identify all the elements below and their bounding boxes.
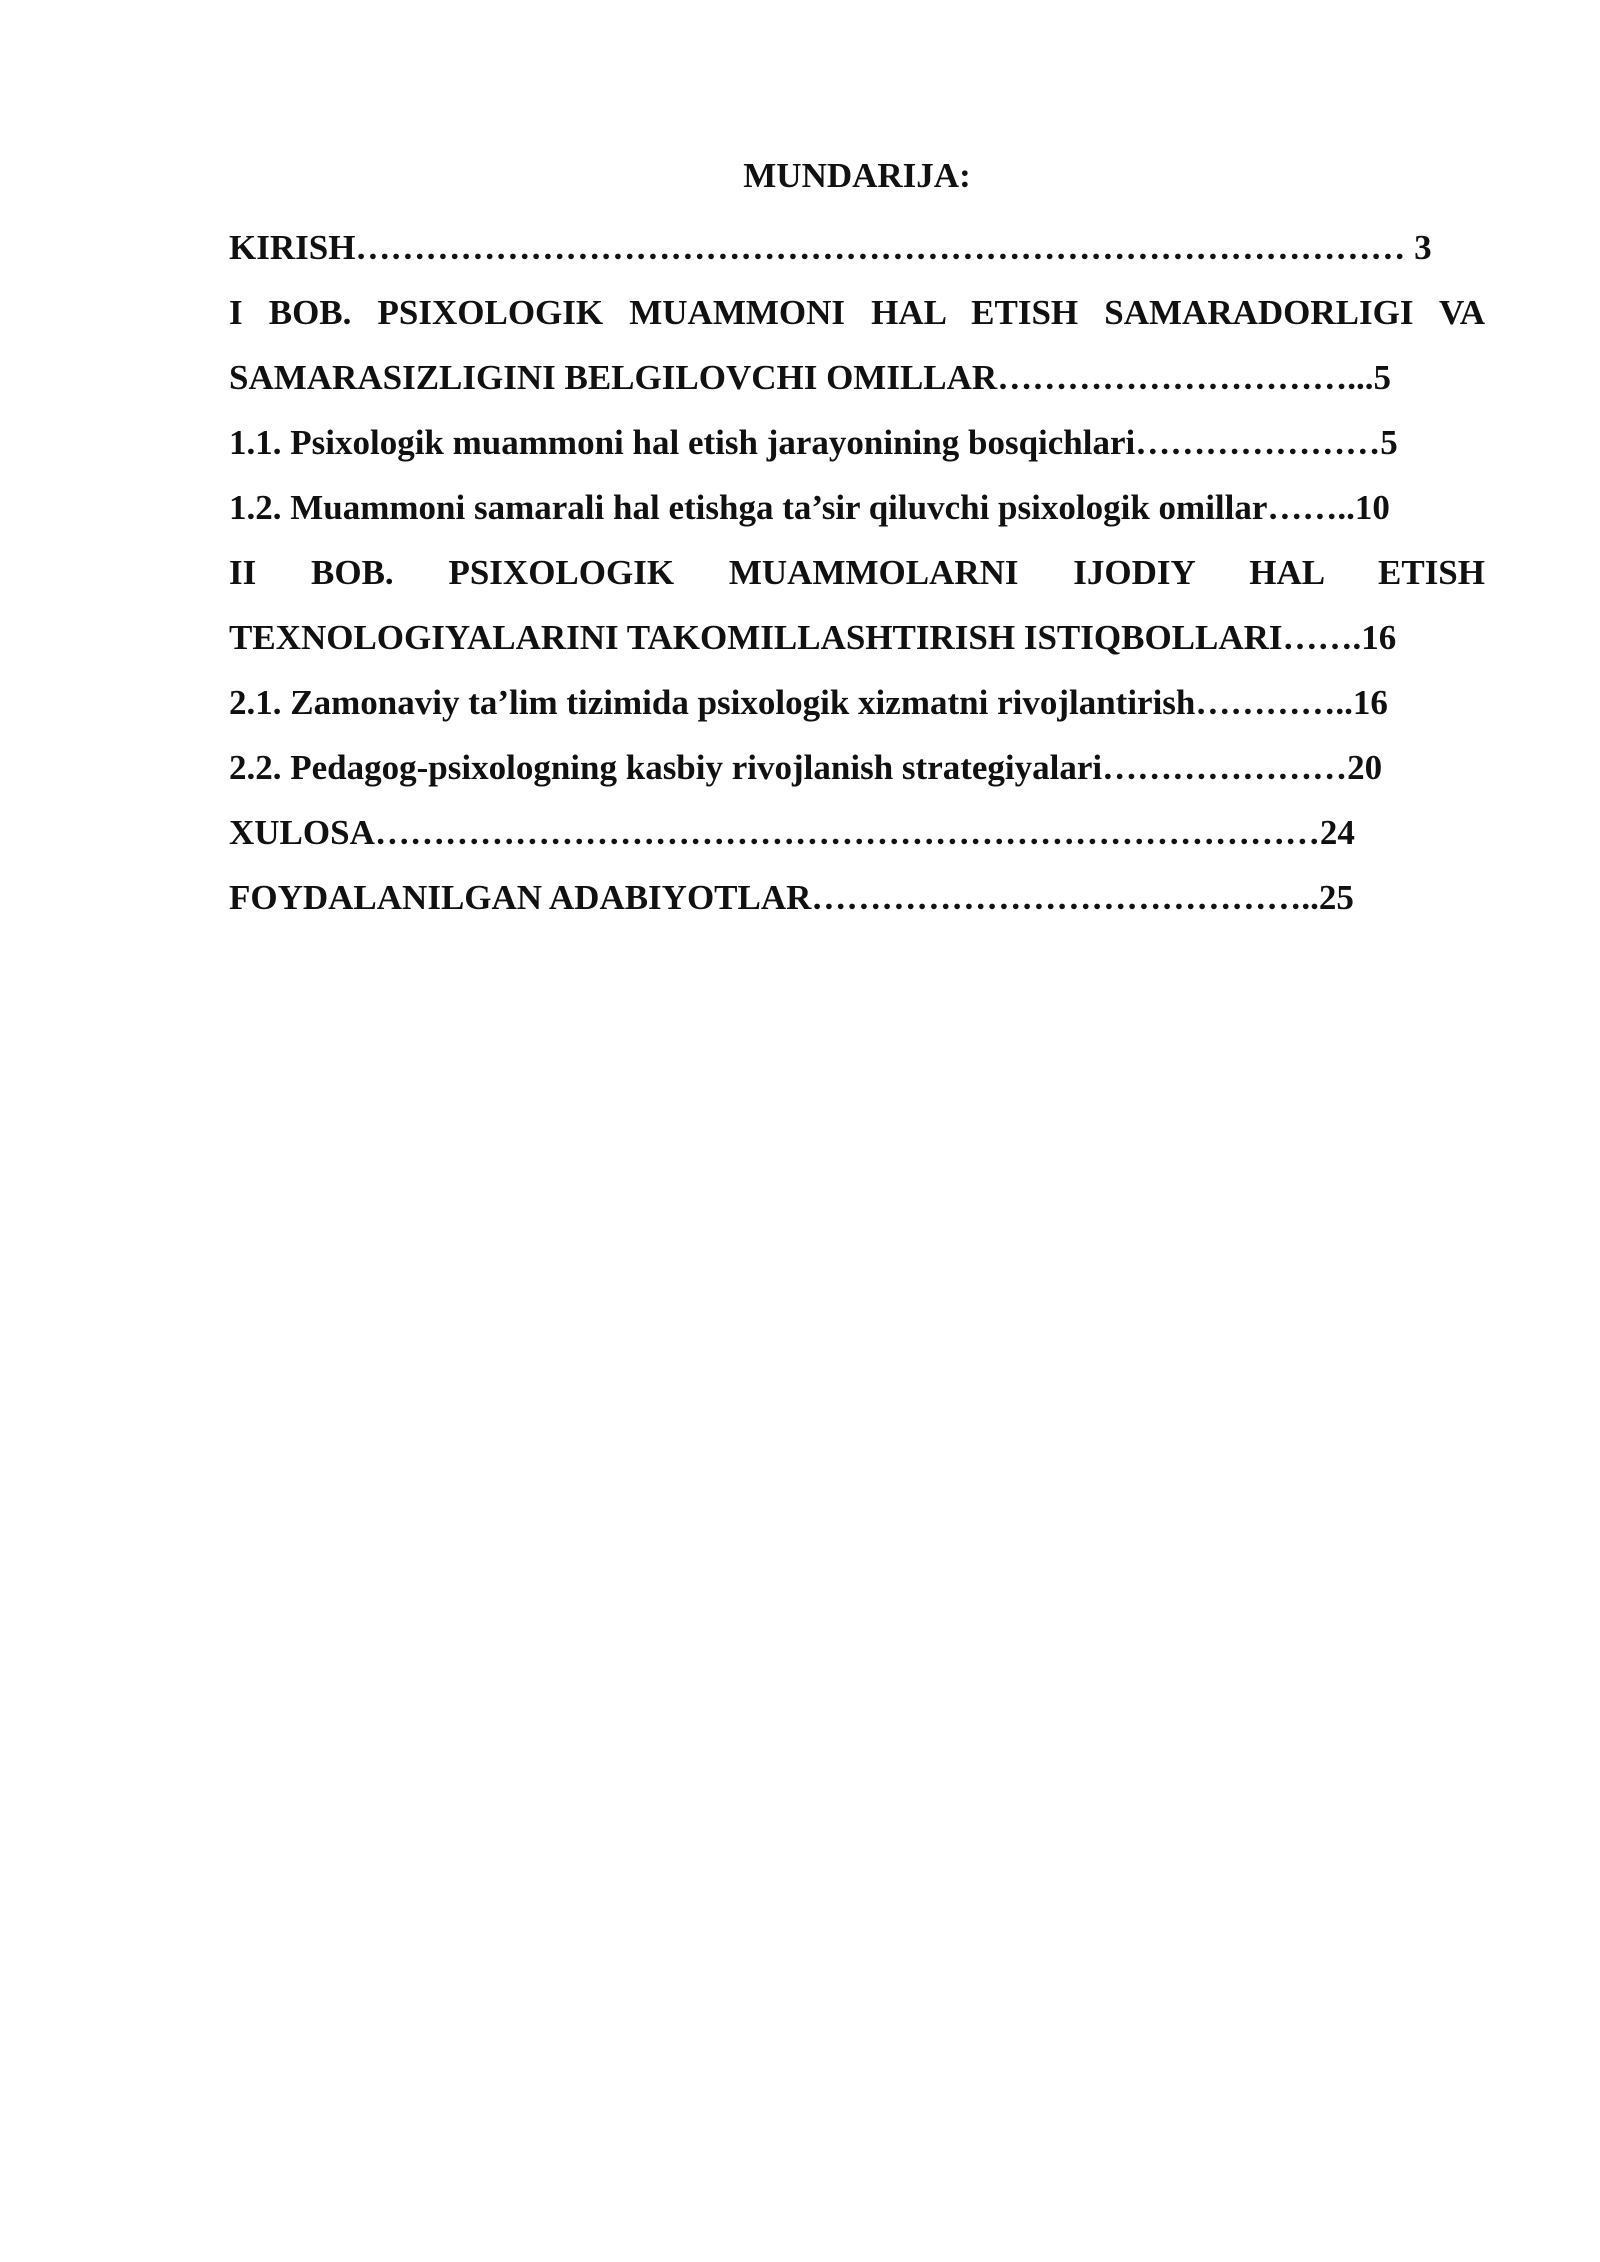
toc-entry-section-2-2: 2.2. Pedagog-psixologning kasbiy rivojlanish strategiyalari…………………20 [229,748,1383,787]
toc-entry-chapter-2-line-1: II BOB. PSIXOLOGIK MUAMMOLARNI IJODIY HAL ETISH [229,553,1485,592]
toc-entry-section-1-1: 1.1. Psixologik muammoni hal etish jarayonining bosqichlari…………………5 [229,423,1398,462]
table-of-contents [229,150,1485,930]
toc-entry-section-2-1: 2.1. Zamonaviy ta’lim tizimida psixologik xizmatni rivojlantirish…………..16 [229,683,1388,722]
toc-entry-chapter-1-line-1: I BOB. PSIXOLOGIK MUAMMONI HAL ETISH SAMARADORLIGI VA [229,293,1485,332]
toc-entry-references: FOYDALANILGAN ADABIYOTLAR……………………………………..25 [229,878,1354,917]
toc-entry-kirish: KIRISH……………………………………………………………………………… 3 [229,228,1432,267]
toc-entry-chapter-1-line-2: SAMARASIZLIGINI BELGILOVCHI OMILLAR…………………………...5 [229,358,1391,397]
toc-entry-xulosa: XULOSA………………………………………………………………………24 [229,813,1355,852]
toc-heading: MUNDARIJA: [743,156,971,195]
toc-entry-section-1-2: 1.2. Muammoni samarali hal etishga ta’sir qiluvchi psixologik omillar……..10 [229,488,1390,527]
toc-entry-chapter-2-line-2: TEXNOLOGIYALARINI TAKOMILLASHTIRISH ISTIQBOLLARI…….16 [229,618,1397,657]
